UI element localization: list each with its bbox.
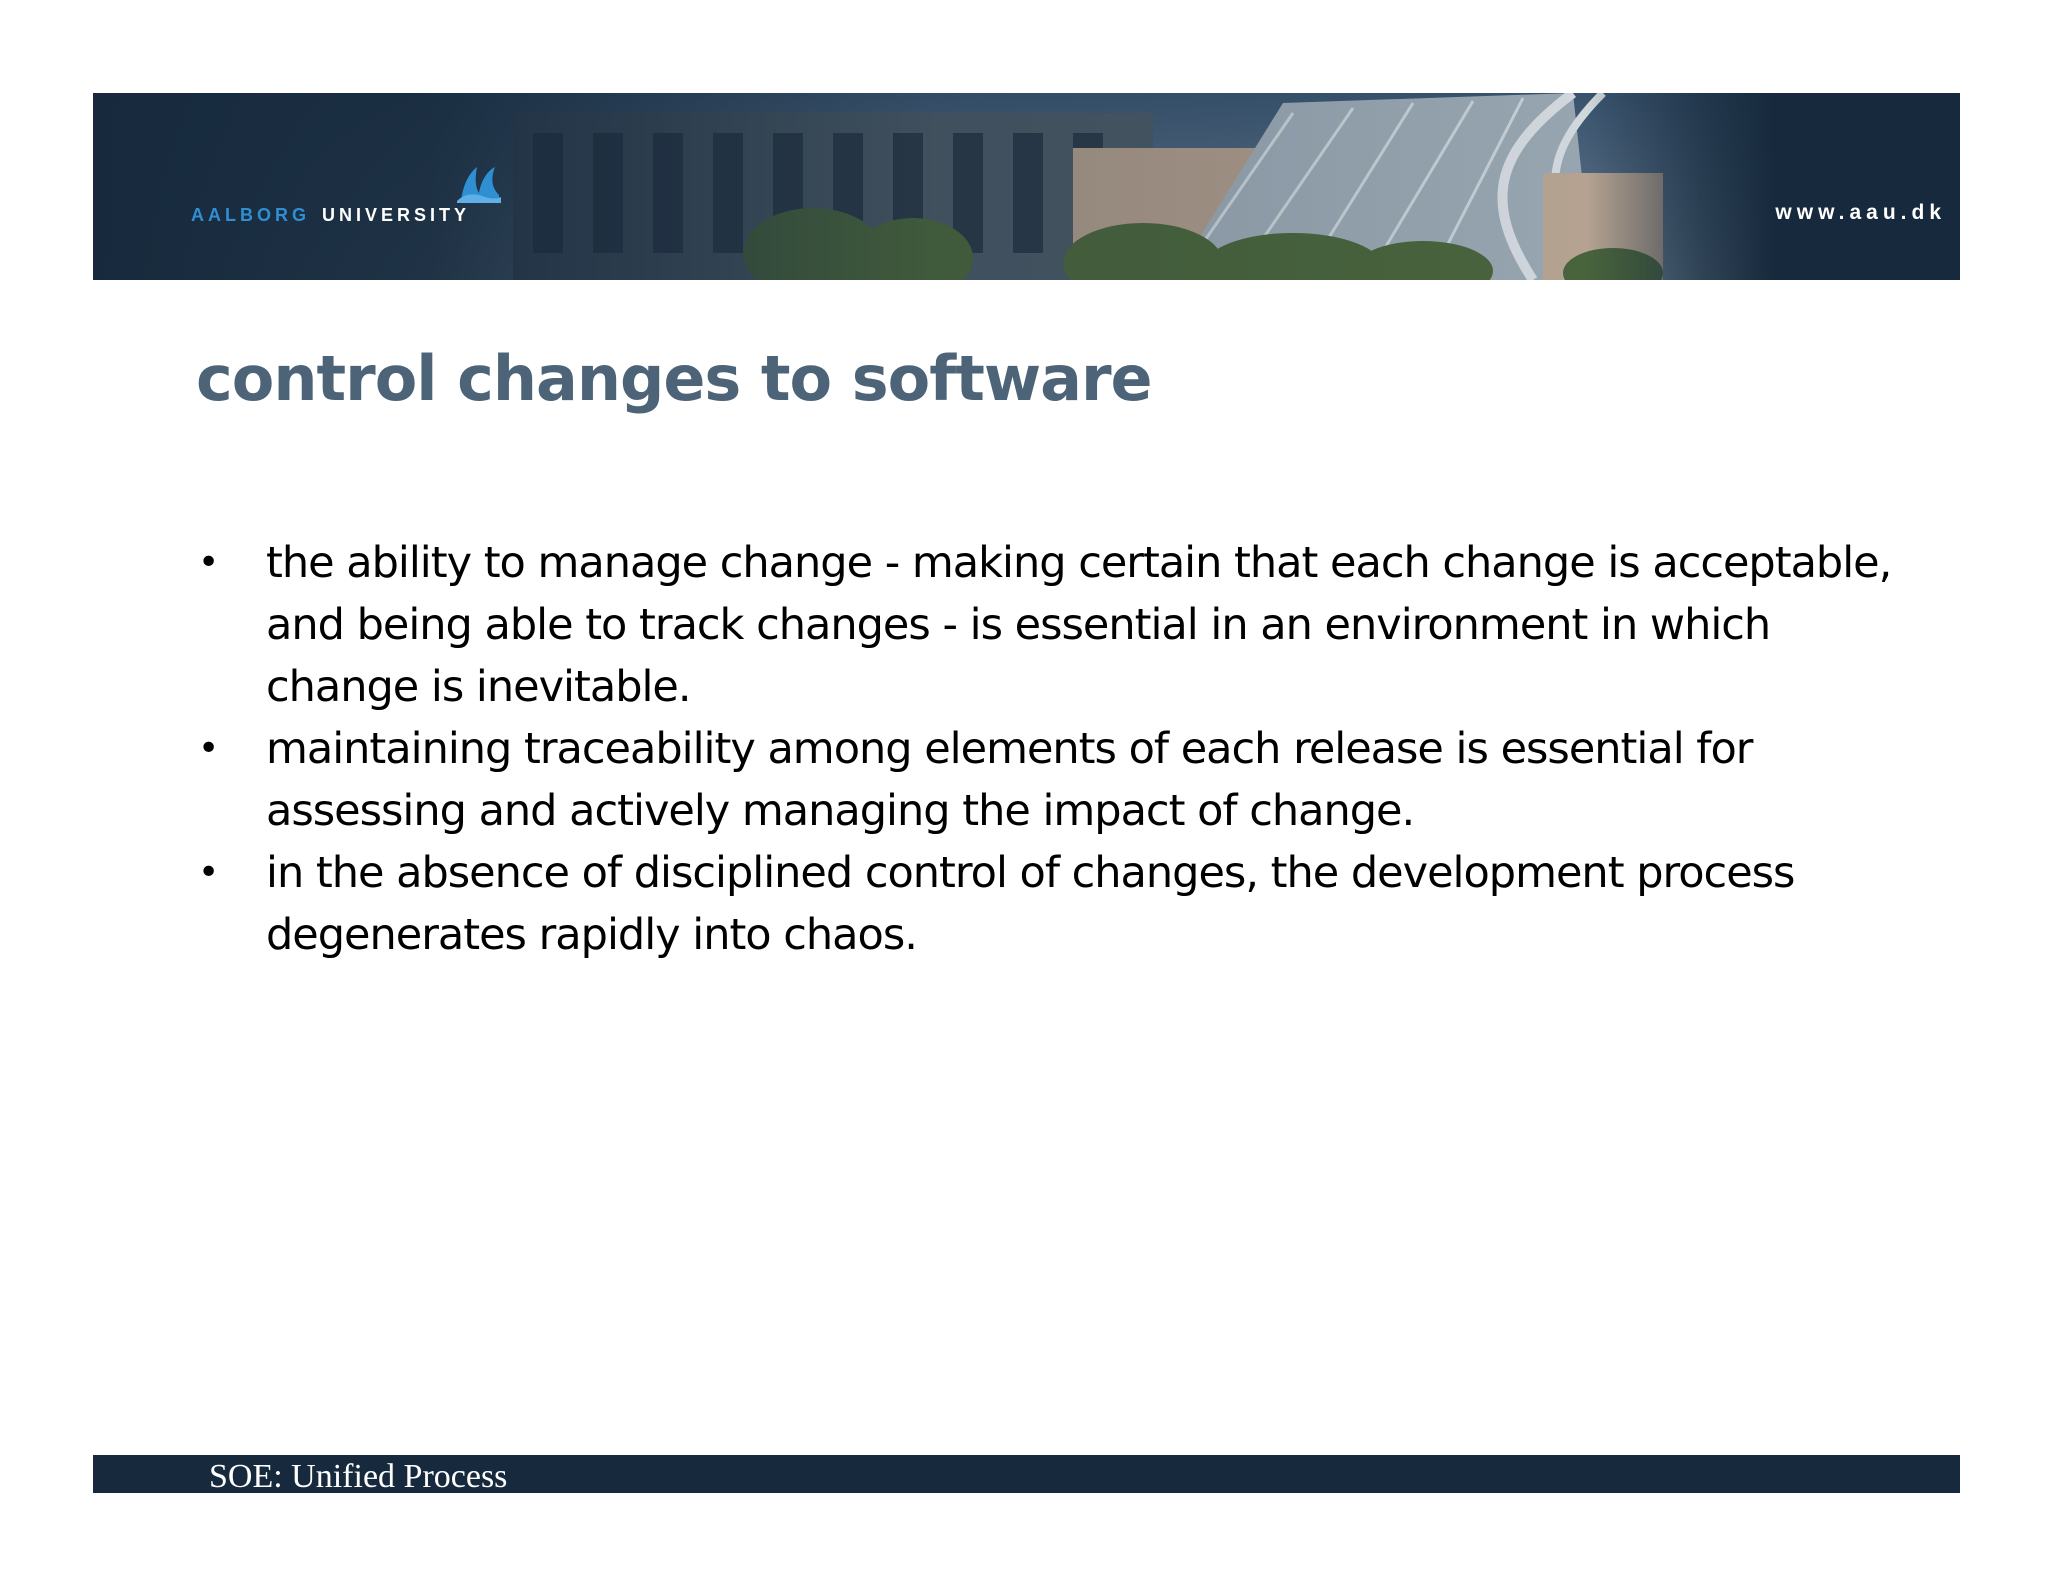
slide-title: control changes to software	[196, 342, 1152, 415]
footer-course-title: SOE: Unified Process	[209, 1458, 508, 1495]
bullet-item	[196, 842, 1896, 966]
bullet-text: in the absence of disciplined control of changes, the development process degenerates rapidly into chaos.	[266, 848, 1795, 960]
website-url: www.aau.dk	[1775, 201, 1946, 224]
campus-photo	[93, 93, 1960, 280]
logo-word-aalborg: AALBORG	[191, 205, 310, 225]
bullet-item	[196, 718, 1896, 842]
aau-wave-logo-icon	[455, 163, 503, 203]
bullet-text: the ability to manage change - making certain that each change is acceptable, and being able to track changes - is essential in an environment in which change is inevitable.	[266, 538, 1892, 712]
header-banner	[93, 93, 1960, 280]
footer-bar	[93, 1455, 1960, 1493]
university-logo-text	[191, 205, 470, 226]
logo-word-university: UNIVERSITY	[322, 205, 471, 225]
bullet-dot-icon: •	[198, 852, 219, 893]
bullet-item	[196, 532, 1896, 718]
bullet-dot-icon: •	[198, 728, 219, 769]
bullet-dot-icon: •	[198, 542, 219, 583]
bullet-text: maintaining traceability among elements of each release is essential for assessing and actively managing the impact of change.	[266, 724, 1753, 836]
bullet-list	[196, 532, 1896, 966]
